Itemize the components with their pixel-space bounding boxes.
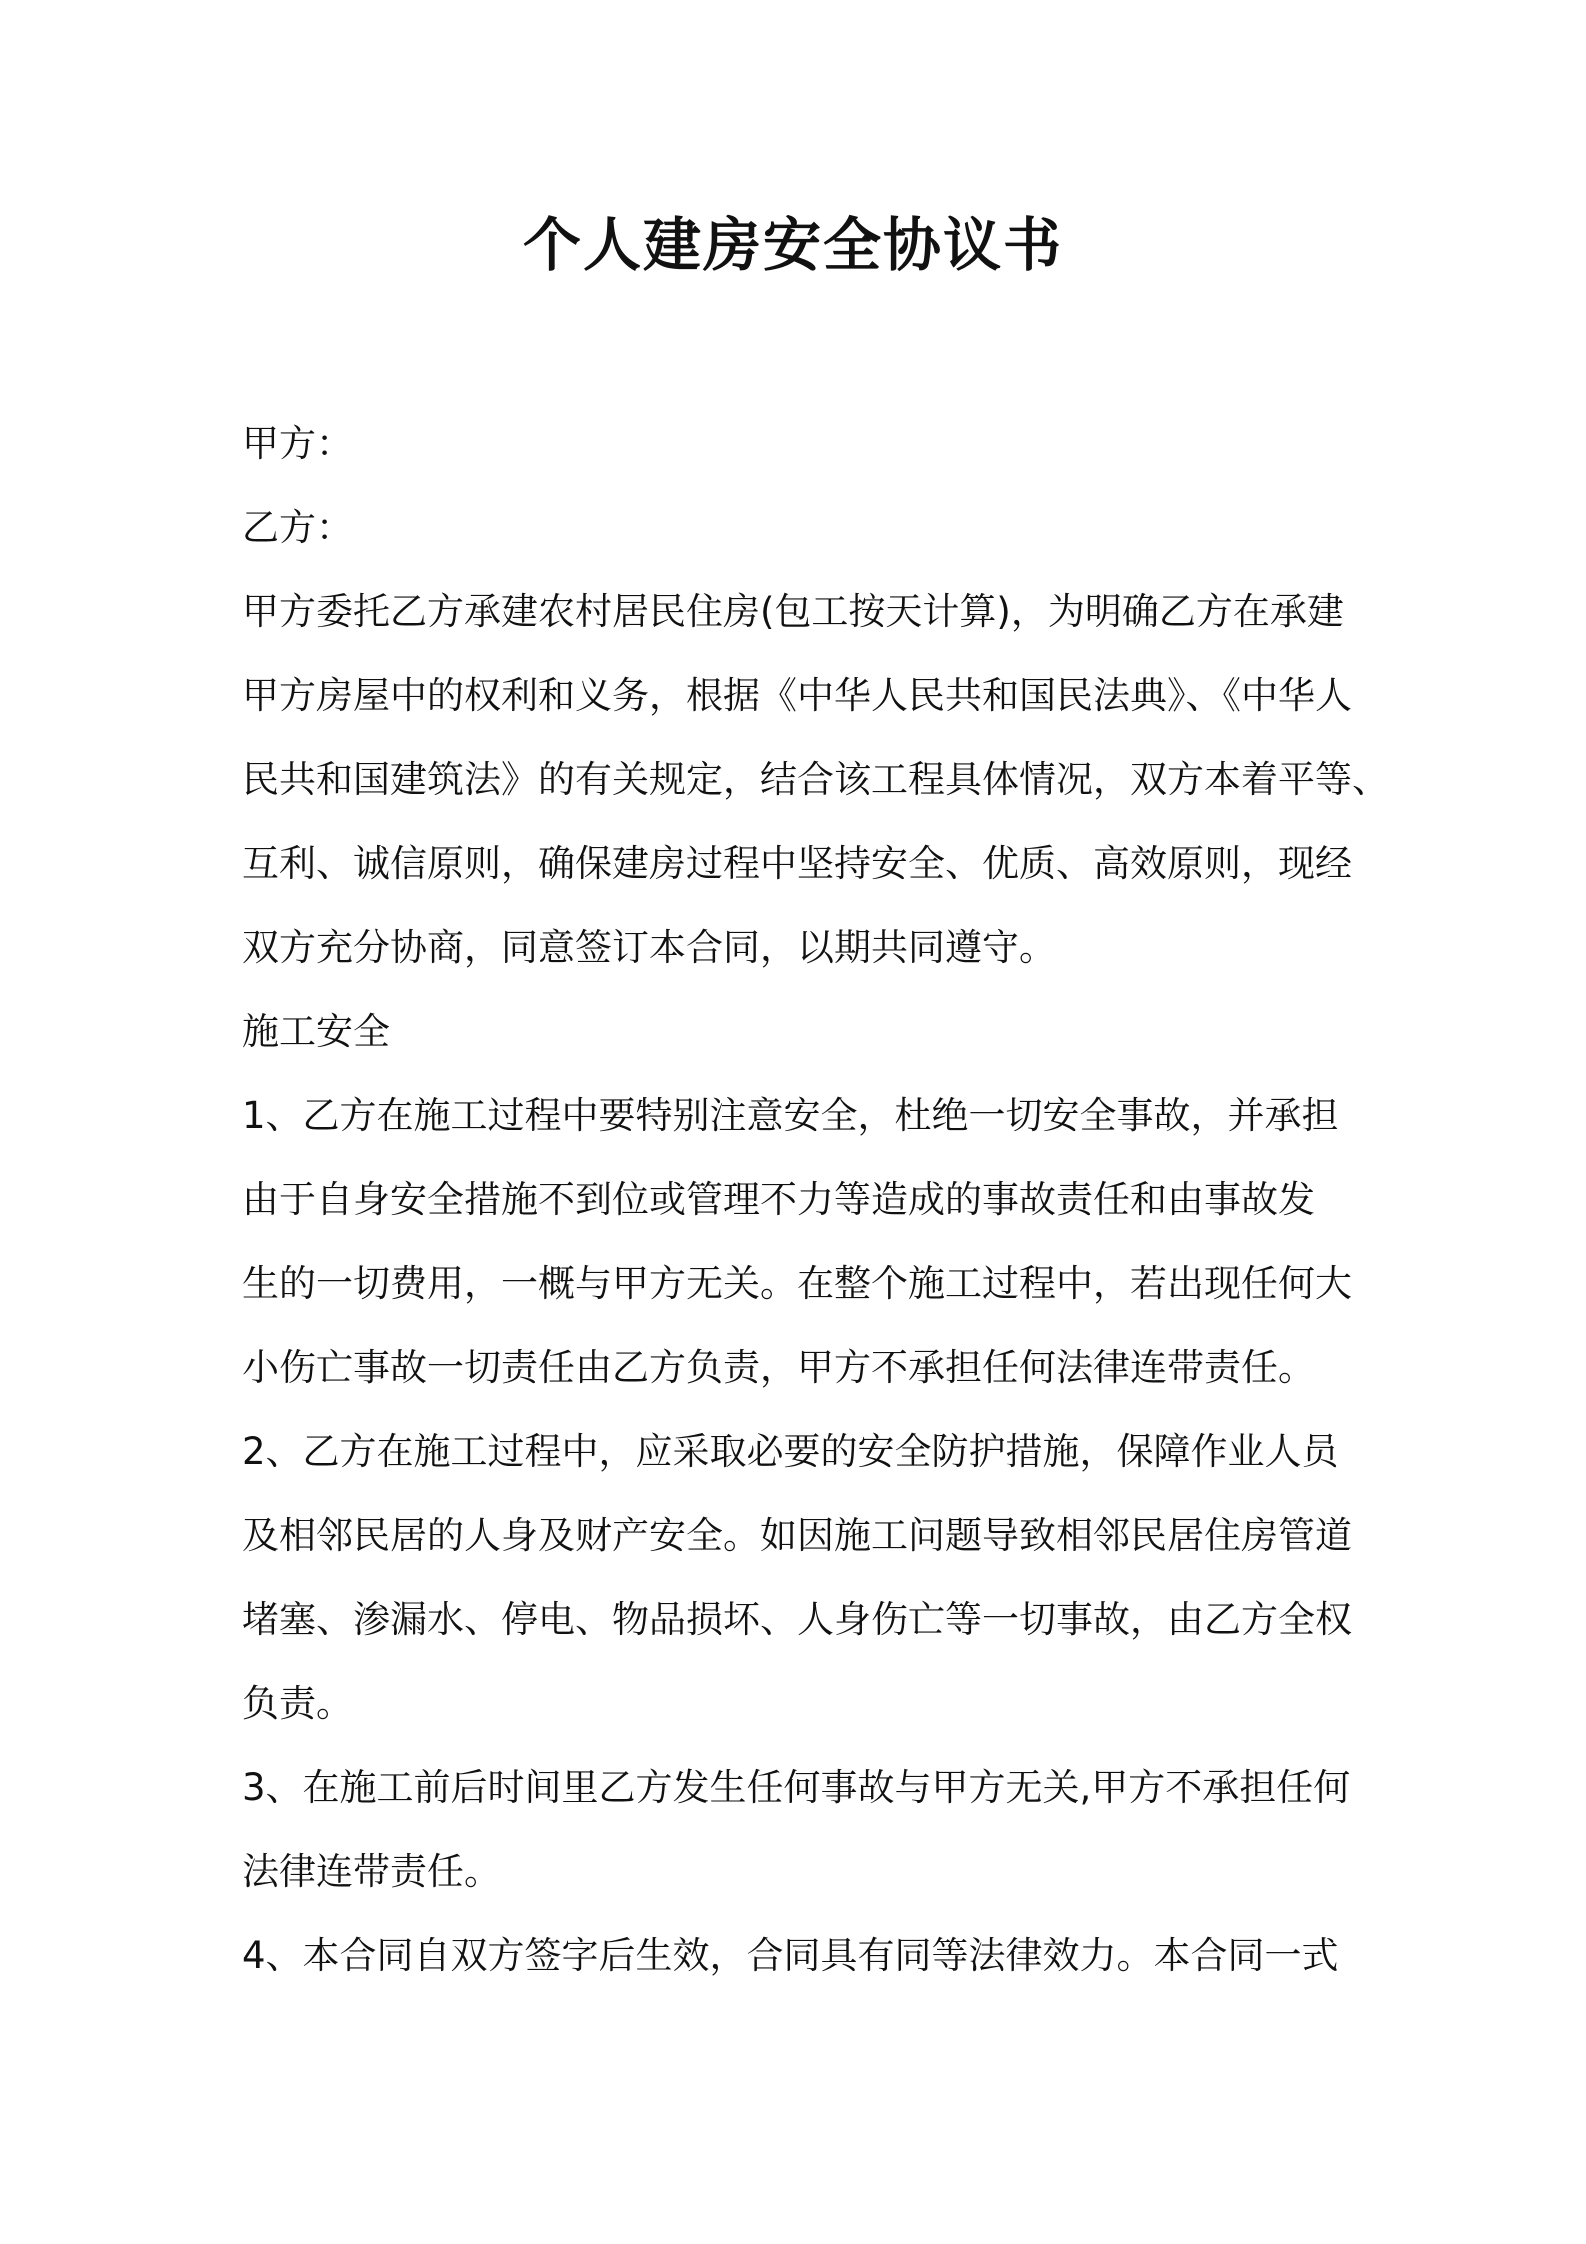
party-b-label: 乙方： <box>242 506 353 549</box>
clause-line: 小伤亡事故一切责任由乙方负责，甲方不承担任何法律连带责任。 <box>242 1346 1315 1389</box>
clause-1 <box>242 1074 1352 1410</box>
intro-paragraph <box>242 570 1389 990</box>
clause-4 <box>242 1914 1352 1998</box>
clause-3 <box>242 1746 1352 1914</box>
clause-line: 法律连带责任。 <box>242 1850 501 1893</box>
clause-line: 及相邻民居的人身及财产安全。如因施工问题导致相邻民居住房管道 <box>242 1514 1352 1557</box>
clause-line: 生的一切费用，一概与甲方无关。在整个施工过程中，若出现任何大 <box>242 1262 1352 1305</box>
clause-2 <box>242 1410 1352 1746</box>
section-heading: 施工安全 <box>242 1010 390 1053</box>
document-title: 个人建房安全协议书 <box>522 211 1063 279</box>
intro-line: 民共和国建筑法》的有关规定，结合该工程具体情况，双方本着平等、 <box>242 758 1389 801</box>
document-body <box>242 402 1389 1998</box>
clause-line: 2、乙方在施工过程中，应采取必要的安全防护措施，保障作业人员 <box>242 1430 1339 1473</box>
intro-line: 甲方房屋中的权利和义务，根据《中华人民共和国民法典》、《中华人 <box>242 674 1352 717</box>
intro-line: 双方充分协商，同意签订本合同，以期共同遵守。 <box>242 926 1056 969</box>
intro-line: 甲方委托乙方承建农村居民住房(包工按天计算)，为明确乙方在承建 <box>242 590 1344 633</box>
clause-line: 由于自身安全措施不到位或管理不力等造成的事故责任和由事故发 <box>242 1178 1315 1221</box>
clause-line: 1、乙方在施工过程中要特别注意安全，杜绝一切安全事故，并承担 <box>242 1094 1339 1137</box>
clause-line: 4、本合同自双方签字后生效，合同具有同等法律效力。本合同一式 <box>242 1934 1339 1977</box>
party-a-label: 甲方： <box>242 422 353 465</box>
clause-line: 堵塞、渗漏水、停电、物品损坏、人身伤亡等一切事故，由乙方全权 <box>242 1598 1352 1641</box>
clause-line: 3、在施工前后时间里乙方发生任何事故与甲方无关,甲方不承担任何 <box>242 1766 1351 1809</box>
clause-line: 负责。 <box>242 1682 353 1725</box>
intro-line: 互利、诚信原则，确保建房过程中坚持安全、优质、高效原则，现经 <box>242 842 1352 885</box>
